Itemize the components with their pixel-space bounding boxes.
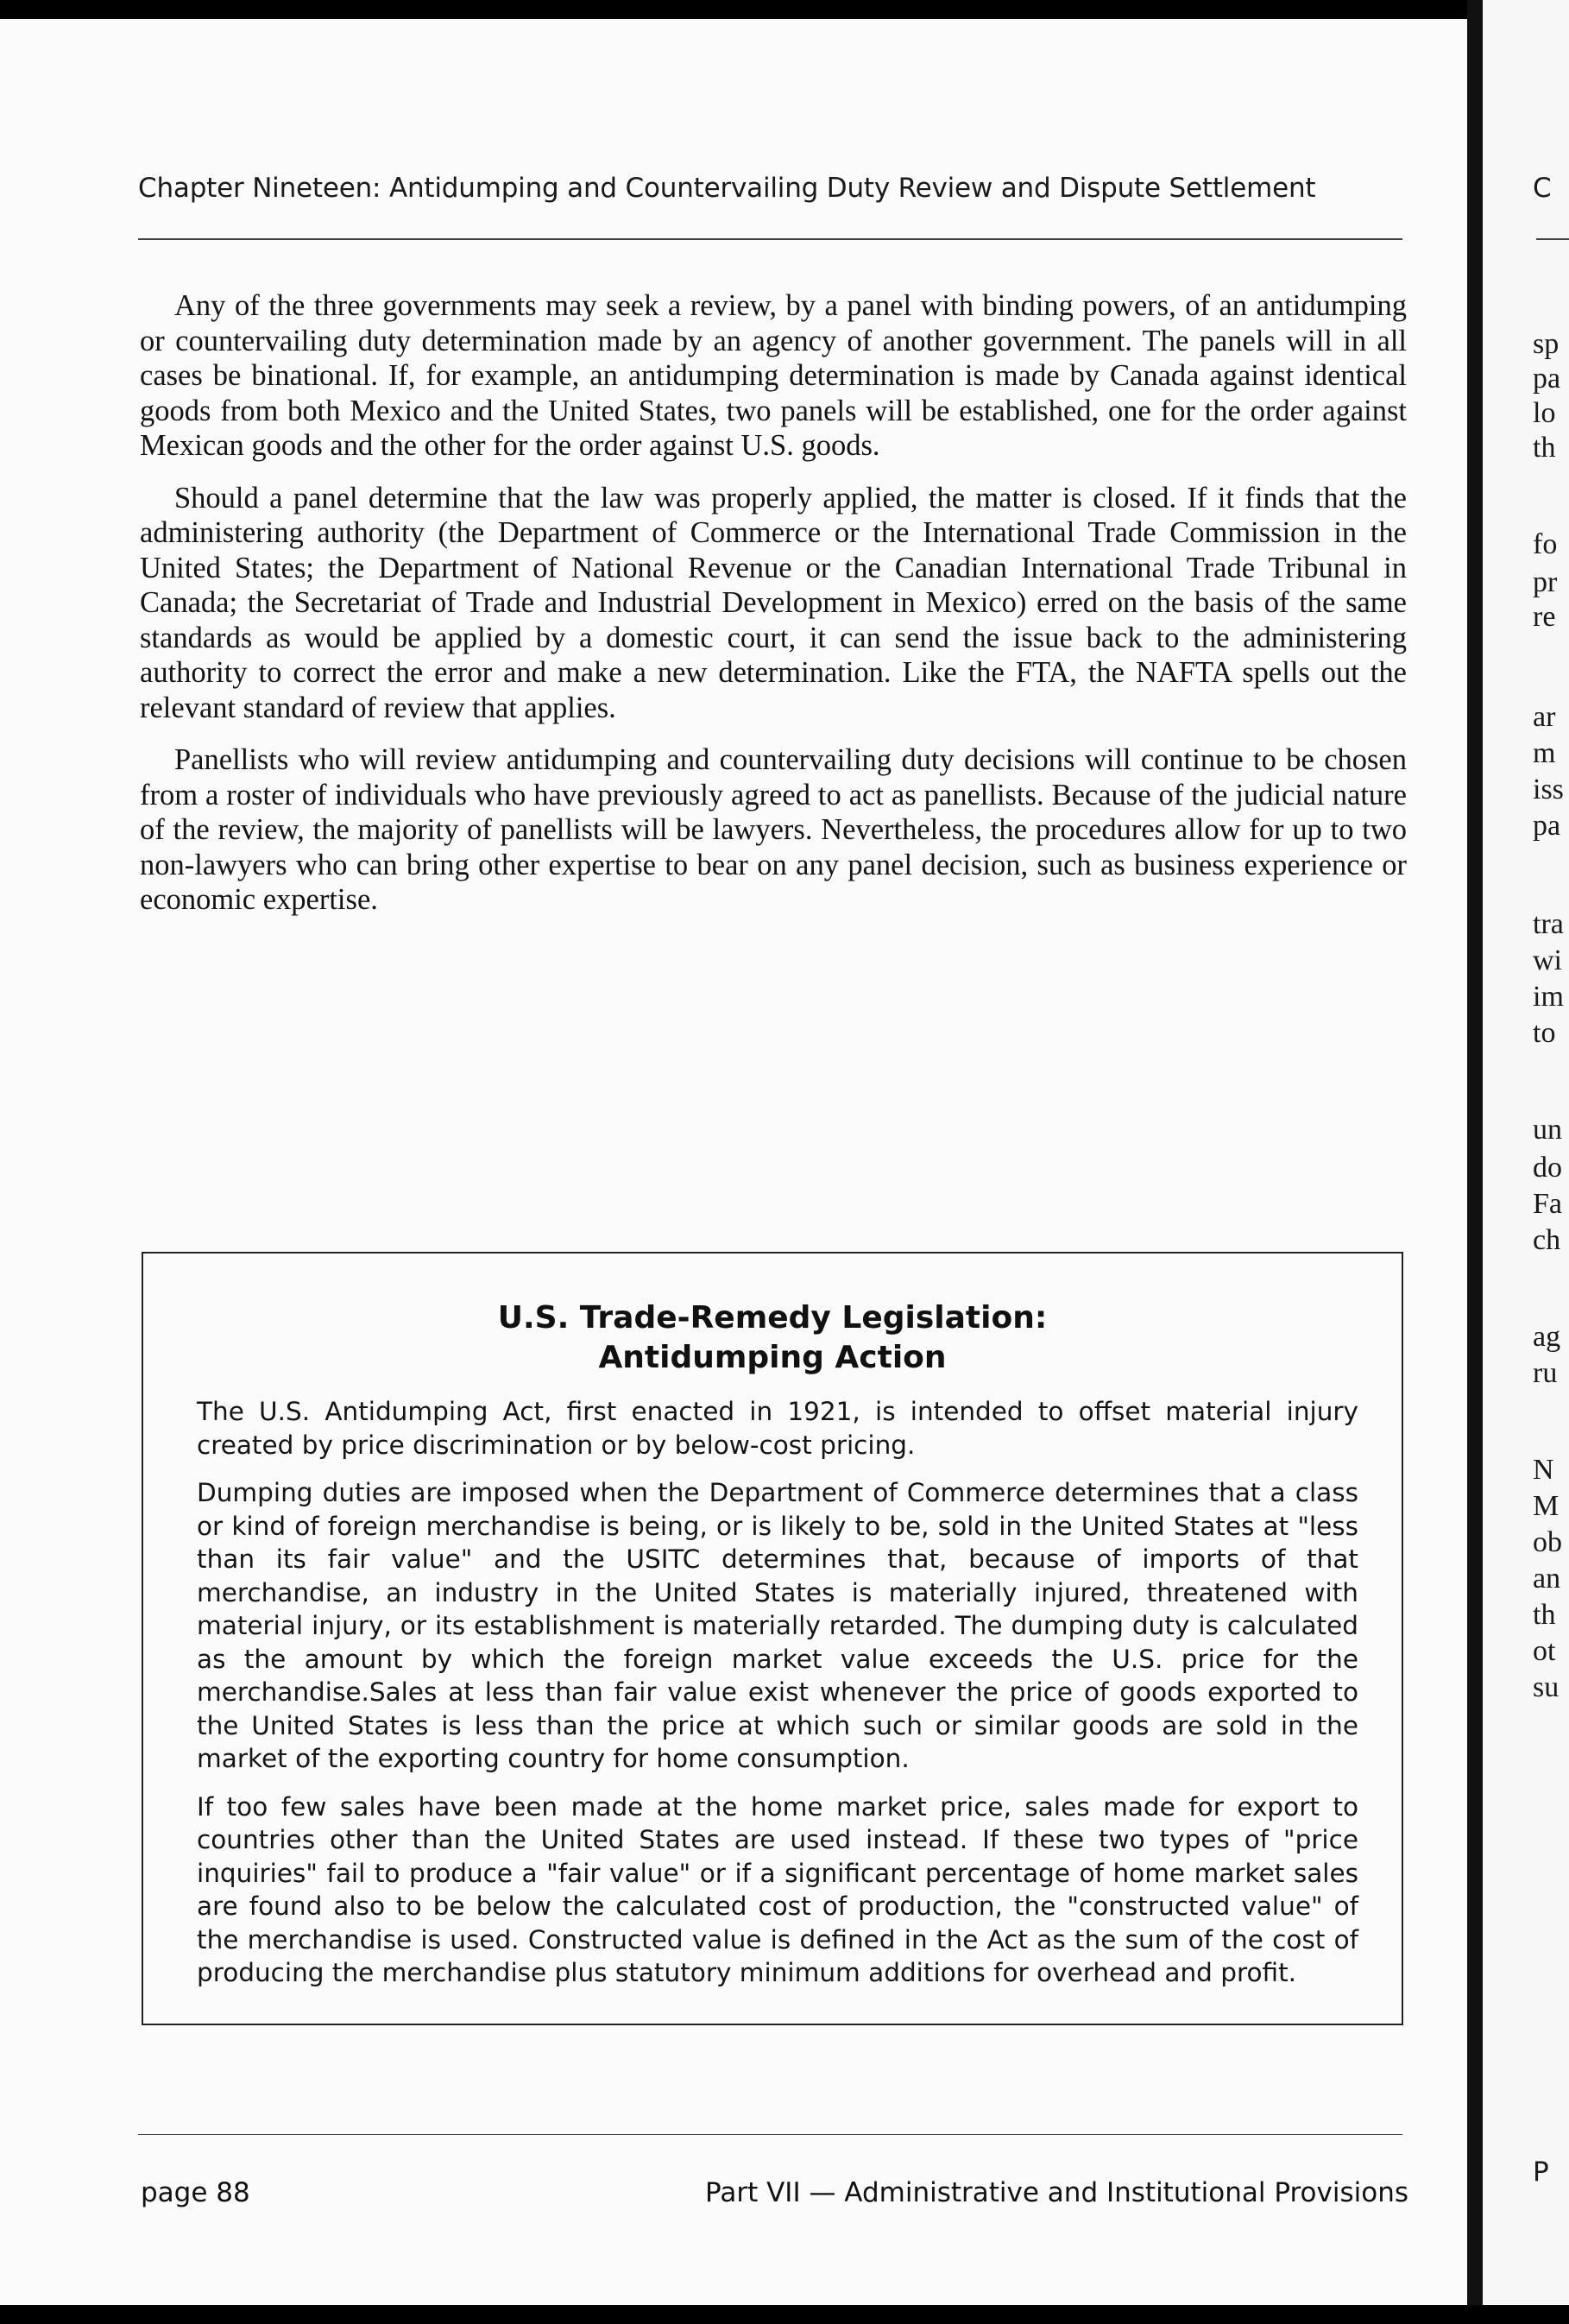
box-paragraph: Dumping duties are imposed when the Department of Commerce determines that a class or kind of foreign merchandise is being, or is likely to be, sold in the United States at "less than its fair value" and the USITC determines that, because of imports of that merchandise, an industry in the United States is materially injured, threatened with material injury, or its establishment is materially retarded. The dumping duty is calculated as the amount by which the foreign market value exceeds the U.S. price for the merchandise.Sales at less than fair value exist whenever the price of goods exported to the United States is less than the price at which such or similar goods are sold in the market of the exporting country for home consumption. [197,1478,1358,1773]
right-page-fragment: ob [1533,1526,1562,1558]
right-page-fragment: an [1533,1563,1561,1595]
right-page-fragment: P [1533,2157,1549,2188]
book-gutter [1467,0,1483,2324]
right-page-fragment: ru [1533,1357,1558,1389]
paragraph: Should a panel determine that the law was properly applied, the matter is closed. If it finds that the administering authority (the Department of Commerce or the International Trade Commission in the United States; the Department of National Revenue or the Canadian International Trade Tribunal in Canada; the Secretariat of Trade and Industrial Development in Mexico) erred on the basis of the same standards as would be applied by a domestic court, it can send the issue back to the administering authority to correct the error and make a new determination. Like the FTA, the NAFTA spells out the relevant standard of review that applies. [140,481,1407,724]
right-page-fragment: iss [1533,774,1564,805]
right-page-fragment: un [1533,1114,1562,1146]
scan-top-border [0,0,1569,19]
footer-rule [138,2134,1402,2135]
box-paragraph: The U.S. Antidumping Act, first enacted in 1921, is intended to offset material injury created by price discrimination or by below-cost pricing. [197,1397,1358,1460]
right-page-fragment: pa [1533,810,1561,842]
box-title-line-1: U.S. Trade-Remedy Legislation: [497,1300,1048,1336]
box-title [143,1298,1402,1378]
right-page-fragment: wi [1533,944,1562,976]
running-head: Chapter Nineteen: Antidumping and Countervailing Duty Review and Dispute Settlement [138,173,1316,204]
paragraph: Panellists who will review antidumping and countervailing duty decisions will continue to be chosen from a roster of individuals who have previously agreed to act as panellists. Because of the judicial nature of the review, the majority of panellists will be lawyers. Nevertheless, the procedures allow for up to two non-lawyers who can bring other expertise to bear on any panel decision, such as business experience or economic expertise. [140,743,1407,916]
right-page-fragment: sp [1533,328,1560,360]
right-page-fragment: fo [1533,528,1558,560]
right-page-fragment: Fa [1533,1188,1562,1220]
right-header-rule [1536,238,1569,240]
right-page-fragment: lo [1533,397,1556,429]
left-page [0,19,1467,2305]
right-page-fragment: ag [1533,1321,1561,1353]
right-page-fragment: to [1533,1017,1556,1049]
page-number: page 88 [141,2177,250,2208]
scan-bottom-border [0,2305,1569,2324]
right-page-fragment: M [1533,1490,1560,1522]
right-page-fragment: im [1533,981,1564,1013]
right-page-fragment: th [1533,1599,1556,1631]
sidebar-box [142,1252,1403,2025]
body-text [140,288,1407,935]
right-page-fragment: ot [1533,1635,1556,1667]
right-page-fragment: N [1533,1454,1554,1486]
box-body [197,1395,1358,2005]
right-page-fragment: th [1533,432,1556,464]
header-rule [138,238,1402,240]
box-title-line-2: Antidumping Action [598,1340,947,1375]
paragraph: Any of the three governments may seek a review, by a panel with binding powers, of an antidumping or countervailing duty determination made by an agency of another government. The panels will in all cases be binational. If, for example, an antidumping determination is made by Canada against identical goods from both Mexico and the United States, two panels will be established, one for the order against Mexican goods and the other for the order against U.S. goods. [140,289,1407,462]
right-page-fragment: m [1533,737,1556,769]
right-page-fragment: pr [1533,566,1558,598]
right-page-fragment: pa [1533,363,1561,395]
right-page-fragment: do [1533,1152,1562,1184]
right-page-fragment: tra [1533,908,1564,940]
right-page-fragment: ch [1533,1224,1561,1256]
right-page-fragment: ar [1533,701,1556,733]
right-page-fragment: su [1533,1671,1560,1703]
right-page-fragment: re [1533,601,1556,633]
footer-section-title: Part VII — Administrative and Institutional Provisions [705,2177,1408,2208]
box-paragraph: If too few sales have been made at the home market price, sales made for export to countries other than the United States are used instead. If these two types of "price inquiries" fail to produce a "fair value" or if a significant percentage of home market sales are found also to be below the calculated cost of production, the "constructed value" of the merchandise is used. Constructed value is defined in the Act as the sum of the cost of producing the merchandise plus statutory minimum additions for overhead and profit. [197,1791,1358,1987]
right-page-fragment: C [1533,173,1552,204]
